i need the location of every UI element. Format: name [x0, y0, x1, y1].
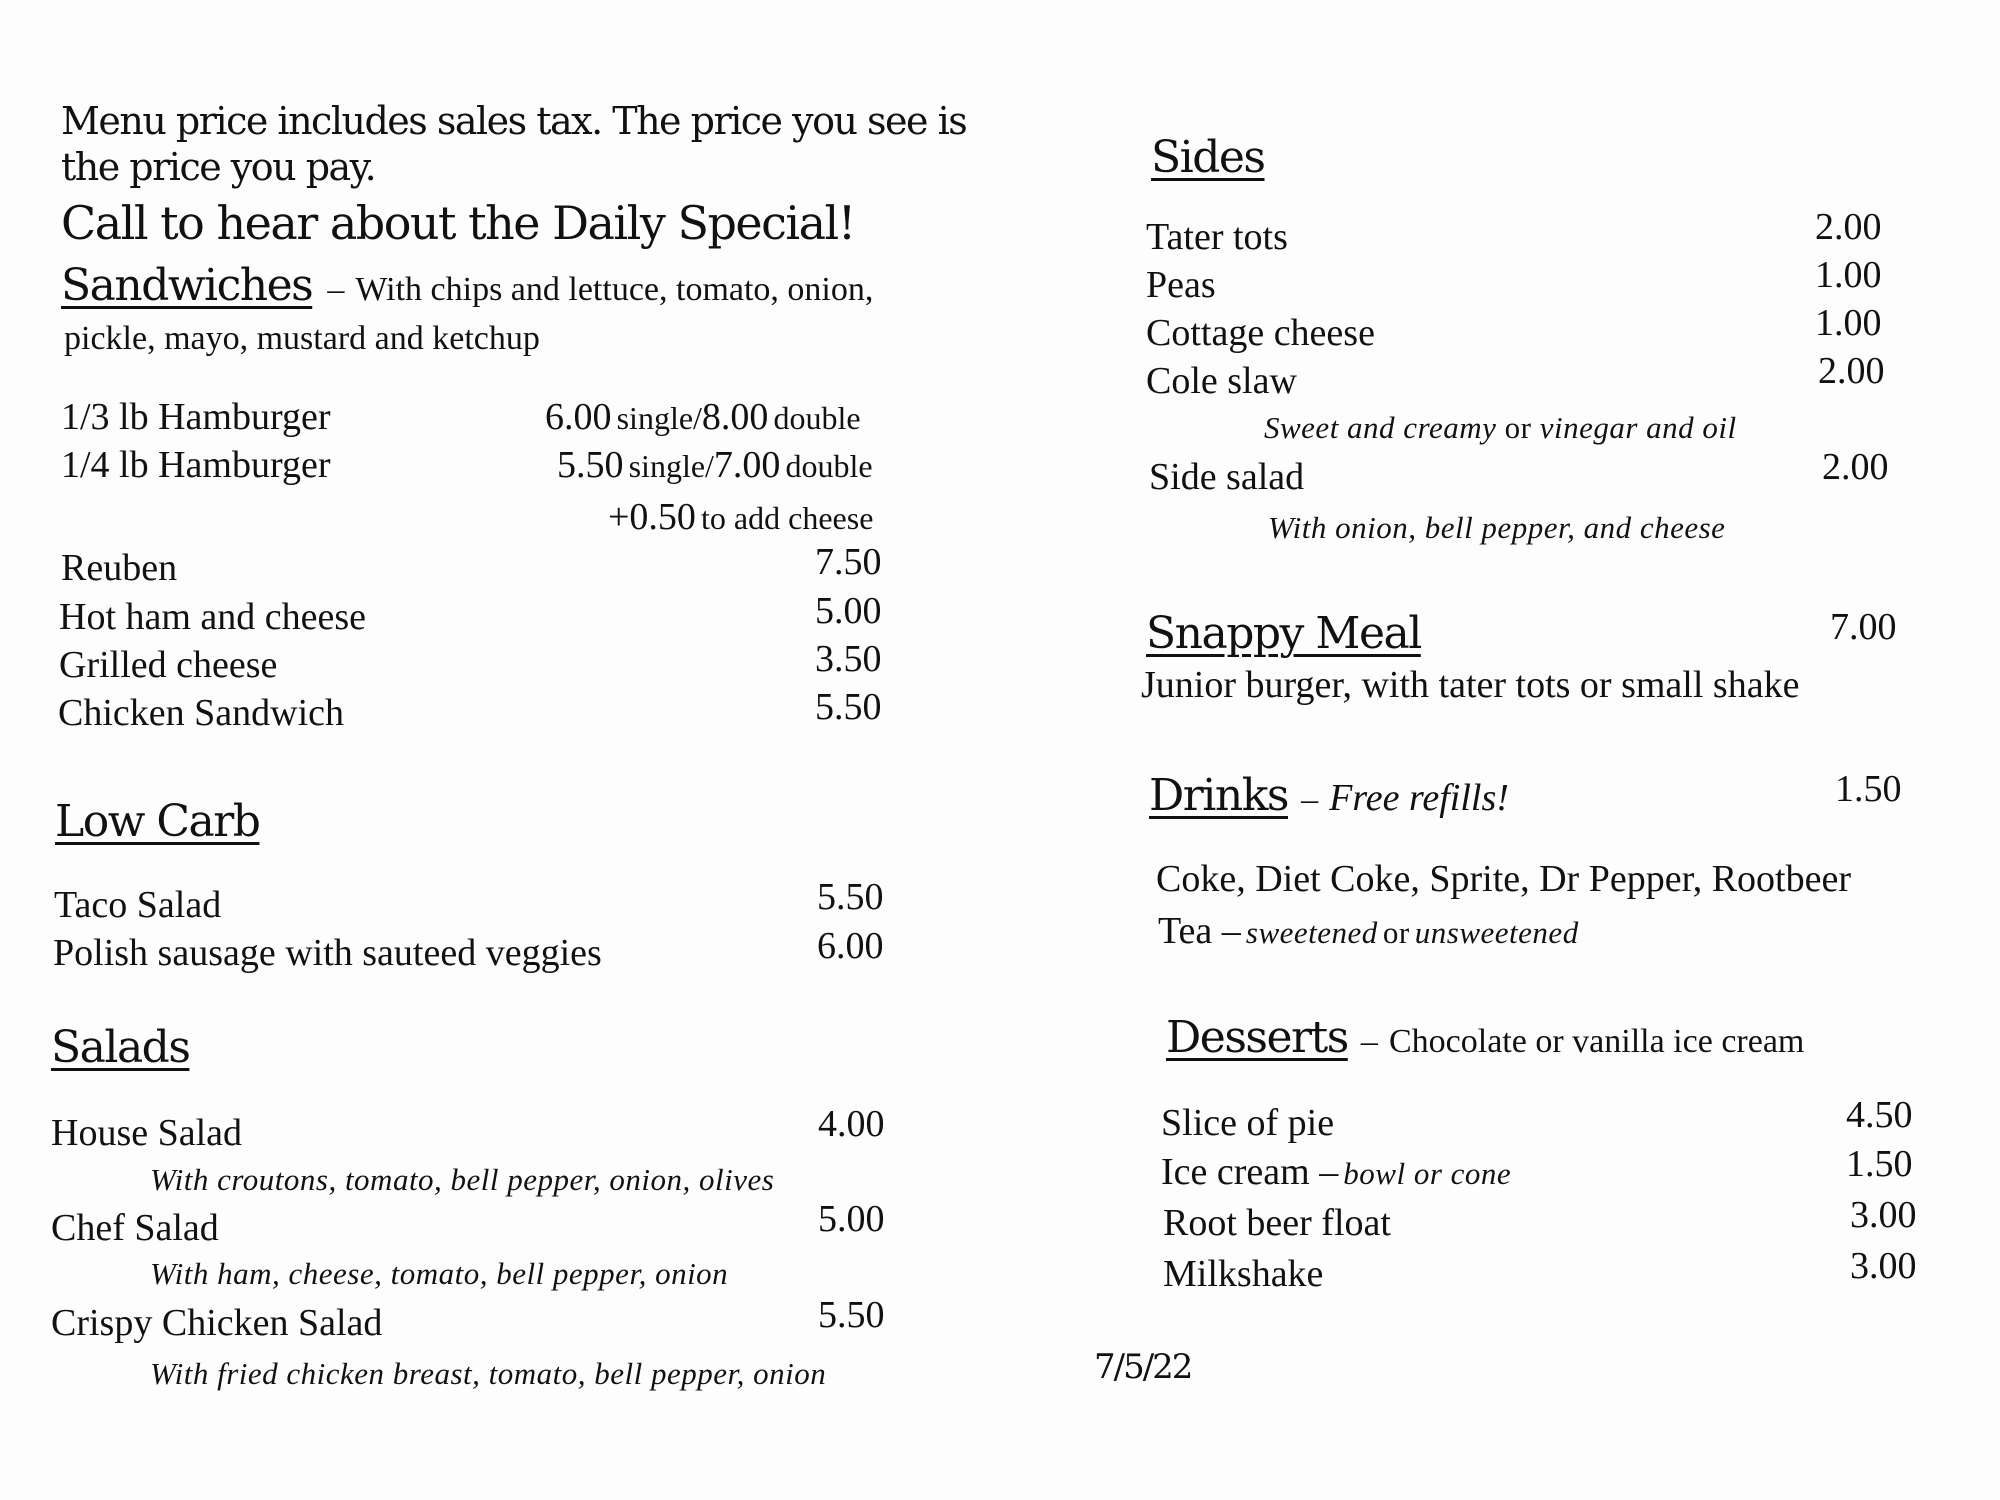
menu-item-name: Slice of pie — [1161, 1102, 1335, 1144]
menu-item-name: 1/3 lb Hamburger — [61, 396, 331, 438]
daily-special-callout: Call to hear about the Daily Special! — [61, 196, 855, 250]
menu-item-price: 5.50 — [815, 686, 882, 728]
menu-item-name: Milkshake — [1163, 1253, 1324, 1295]
menu-item-name: Side salad — [1149, 456, 1305, 498]
menu-item-name: House Salad — [51, 1112, 243, 1154]
snappy-meal-desc: Junior burger, with tater tots or small shake — [1141, 664, 1800, 706]
low-carb-heading: Low Carb — [55, 796, 260, 847]
menu-item-price: 6.00 — [817, 925, 884, 967]
side-salad-desc: With onion, bell pepper, and cheese — [1268, 510, 1726, 545]
menu-item-name: Crispy Chicken Salad — [51, 1302, 383, 1344]
menu-item-name: Chicken Sandwich — [58, 692, 345, 734]
menu-item-price: 5.50 — [818, 1294, 885, 1336]
drinks-price: 1.50 — [1835, 768, 1902, 810]
menu-item-price: 5.50 — [817, 876, 884, 918]
menu-date: 7/5/22 — [1094, 1347, 1192, 1387]
drinks-header: Drinks – Free refills! — [1149, 770, 1509, 821]
desserts-note: Chocolate or vanilla ice cream — [1389, 1023, 1805, 1060]
menu-item-price: 2.00 — [1815, 206, 1882, 248]
menu-item-price: 7.50 — [815, 541, 882, 583]
menu-item-name: Root beer float — [1163, 1202, 1391, 1244]
salads-heading: Salads — [51, 1022, 190, 1073]
menu-item-price: 4.50 — [1846, 1094, 1913, 1136]
menu-item-price: 2.00 — [1818, 350, 1885, 392]
coleslaw-desc: Sweet and creamy or vinegar and oil — [1264, 410, 1737, 445]
menu-item-name: Polish sausage with sauteed veggies — [53, 932, 602, 974]
menu-item-price: 3.00 — [1850, 1245, 1917, 1287]
menu-item-price: 1.00 — [1815, 302, 1882, 344]
drinks-list: Coke, Diet Coke, Sprite, Dr Pepper, Rootbeer — [1156, 858, 1852, 900]
menu-item-name: Cole slaw — [1146, 360, 1297, 402]
menu-item-name: Hot ham and cheese — [59, 596, 367, 638]
tax-notice-line1: Menu price includes sales tax. The price you see is — [61, 99, 967, 143]
menu-item-name: Chef Salad — [51, 1207, 219, 1249]
sandwiches-desc-line2: pickle, mayo, mustard and ketchup — [64, 320, 540, 357]
drinks-heading: Drinks — [1149, 770, 1288, 821]
tea-line: Tea – sweetened or unsweetened — [1158, 910, 1579, 952]
sandwiches-header — [61, 260, 874, 311]
menu-item-name: Taco Salad — [54, 884, 222, 926]
menu-item-price: 4.00 — [818, 1103, 885, 1145]
sandwiches-desc-line1: With chips and lettuce, tomato, onion, — [355, 271, 874, 308]
snappy-meal-price: 7.00 — [1830, 606, 1897, 648]
menu-item-price: 2.00 — [1822, 446, 1889, 488]
menu-item-price: 5.00 — [818, 1198, 885, 1240]
burger-price: 6.00 single/8.00 double — [545, 396, 861, 438]
dash: – — [327, 271, 345, 308]
desserts-header: Desserts – Chocolate or vanilla ice cream — [1166, 1012, 1805, 1063]
burger-price: 5.50 single/7.00 double — [557, 444, 873, 486]
menu-item-name: Cottage cheese — [1146, 312, 1375, 354]
menu-item-price: 3.50 — [815, 638, 882, 680]
sandwiches-heading: Sandwiches — [61, 260, 313, 311]
desserts-heading: Desserts — [1166, 1012, 1348, 1063]
menu-item-name: Peas — [1146, 264, 1216, 306]
menu-item-price: 5.00 — [815, 590, 882, 632]
add-cheese-price: +0.50 to add cheese — [608, 496, 874, 538]
menu-item-name: Tater tots — [1146, 216, 1288, 258]
menu-item-name: 1/4 lb Hamburger — [61, 444, 331, 486]
sides-heading: Sides — [1151, 132, 1265, 183]
drinks-note: Free refills! — [1329, 777, 1509, 819]
menu-item-price: 1.50 — [1846, 1143, 1913, 1185]
menu-item-desc: With fried chicken breast, tomato, bell pepper, onion — [150, 1356, 827, 1391]
tax-notice-line2: the price you pay. — [61, 145, 376, 189]
menu-item-price: 1.00 — [1815, 254, 1882, 296]
menu-item-desc: With ham, cheese, tomato, bell pepper, onion — [150, 1256, 729, 1291]
menu-item-name: Grilled cheese — [59, 644, 278, 686]
menu-item-desc: With croutons, tomato, bell pepper, onion, olives — [150, 1162, 775, 1197]
menu-item-name: Ice cream – bowl or cone — [1161, 1151, 1512, 1193]
menu-item-name: Reuben — [61, 547, 178, 589]
snappy-meal-heading: Snappy Meal — [1146, 608, 1421, 659]
menu-item-price: 3.00 — [1850, 1194, 1917, 1236]
